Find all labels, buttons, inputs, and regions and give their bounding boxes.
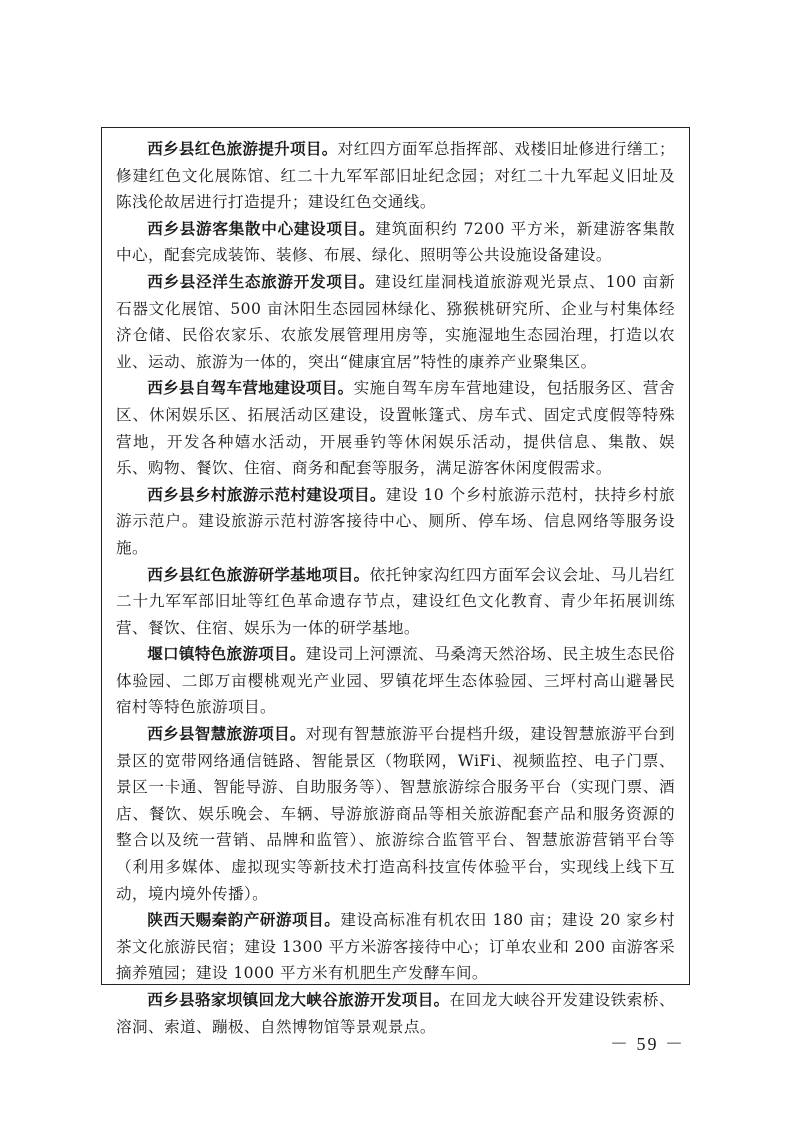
- project-body: 对红四方面军总指挥部、戏楼旧址修进行缮工；修建红色文化展陈馆、红二十九军军部旧址纪念园；对红二十九军起义旧址及陈浅伦故居进行打造提升；建设红色交通线。: [116, 140, 675, 212]
- project-paragraph: [116, 987, 675, 1040]
- project-title: 西乡县红色旅游提升项目。: [147, 140, 338, 158]
- project-body: 在回龙大峡谷开发建设铁索桥、溶洞、索道、蹦极、自然博物馆等景观景点。: [116, 991, 675, 1036]
- project-title: 西乡县乡村旅游示范村建设项目。: [147, 485, 386, 504]
- project-list-frame: [101, 127, 690, 1036]
- project-title: 陕西天赐秦韵产研游项目。: [147, 911, 341, 930]
- project-title: 堰口镇特色旅游项目。: [147, 645, 306, 664]
- project-paragraph: [116, 482, 675, 562]
- project-body: 建设红崖洞栈道旅游观光景点、100 亩新石器文化展馆、500 亩沐阳生态园园林绿化、猕猴桃研究所、企业与村集体经济仓储、民俗农家乐、农旅发展管理用房等，实施湿地生态园治理，打造以农业、运动、旅游为一体的，突出“健康宜居”特性的康养产业聚集区。: [116, 272, 675, 371]
- project-body: 建设 10 个乡村旅游示范村，扶持乡村旅游示范户。建设旅游示范村游客接待中心、厕所、停车场、信息网络等服务设施。: [116, 485, 675, 557]
- project-body: 依托钟家沟红四方面军会议会址、马儿岩红二十九军军部旧址等红色革命遗存节点，建设红色文化教育、青少年拓展训练营、餐饮、住宿、娱乐为一体的研学基地。: [116, 565, 675, 637]
- project-paragraph: [116, 269, 675, 375]
- project-paragraph: [116, 907, 675, 987]
- project-paragraph: [116, 216, 675, 269]
- project-paragraph: [116, 375, 675, 481]
- project-body: 建筑面积约 7200 平方米，新建游客集散中心，配套完成装饰、装修、布展、绿化、照明等公共设施设备建设。: [116, 219, 675, 265]
- project-title: 西乡县智慧旅游项目。: [147, 725, 306, 744]
- project-body: 建设高标准有机农田 180 亩；建设 20 家乡村茶文化旅游民宿；建设 1300 平方米游客接待中心；订单农业和 200 亩游客采摘养殖园；建设 1000 平方米有机肥生产发酵车间。: [116, 911, 676, 983]
- project-paragraph: [116, 136, 675, 216]
- project-title: 西乡县泾洋生态旅游开发项目。: [147, 272, 376, 291]
- project-body: 建设司上河漂流、马桑湾天然浴场、民主坡生态民俗体验园、二郎万亩樱桃观光产业园、罗镇花坪生态体验园、三坪村高山避暑民宿村等特色旅游项目。: [116, 645, 675, 717]
- project-title: 西乡县自驾车营地建设项目。: [147, 379, 354, 398]
- project-title: 西乡县骆家坝镇回龙大峡谷旅游开发项目。: [147, 991, 450, 1009]
- project-paragraph: [116, 641, 675, 721]
- project-body: 对现有智慧旅游平台提档升级，建设智慧旅游平台到景区的宽带网络通信链路、智能景区（物联网，WiFi、视频监控、电子门票、景区一卡通、智能导游、自助服务等）、智慧旅游综合服务平台（实现门票、酒店、餐饮、娱乐晚会、车辆、导游旅游商品等相关旅游配套产品和服务资源的整合以及统一营销、品牌和监管）、旅游综合监管平台、智慧旅游营销平台等（利用多媒体、虚拟现实等新技术打造高科技宣传体验平台，实现线上线下互动，境内境外传播）。: [116, 725, 675, 903]
- project-paragraph: [116, 721, 675, 907]
- project-paragraph: [116, 562, 675, 642]
- project-title: 西乡县游客集散中心建设项目。: [147, 219, 376, 238]
- project-title: 西乡县红色旅游研学基地项目。: [147, 565, 370, 584]
- page-number: － 59 －: [610, 1034, 685, 1054]
- project-body: 实施自驾车房车营地建设，包括服务区、营舍区、休闲娱乐区、拓展活动区建设，设置帐篷式、房车式、固定式度假等特殊营地，开发各种嬉水活动，开展垂钓等休闲娱乐活动，提供信息、集散、娱乐、购物、餐饮、住宿、商务和配套等服务，满足游客休闲度假需求。: [116, 379, 675, 478]
